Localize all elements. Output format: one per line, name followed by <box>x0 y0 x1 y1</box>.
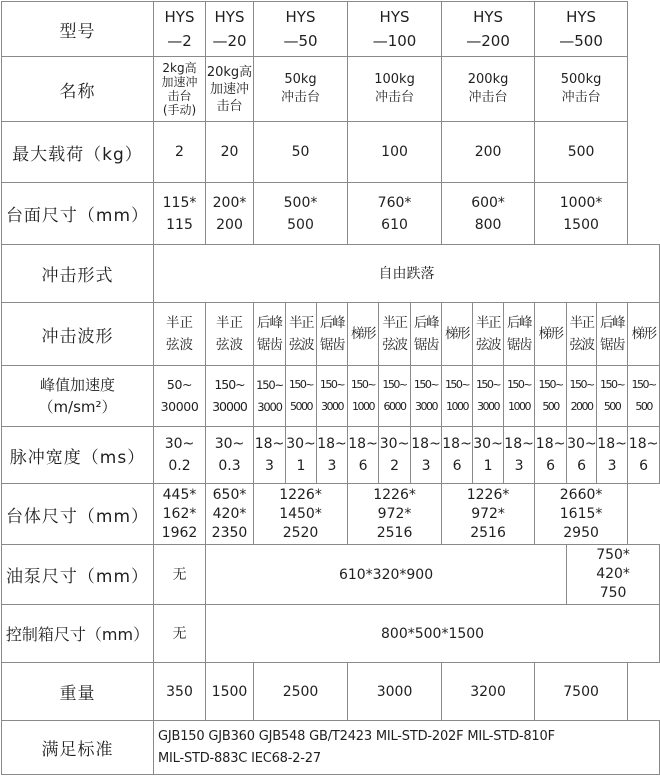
pulse-width-cell: 30~ 0.2 <box>154 427 206 484</box>
waveform-cell: 梯形 <box>535 303 567 366</box>
pulse-width-cell: 30~ 2 <box>379 427 411 484</box>
pump-size-shared-cell: 610*320*900 <box>206 545 567 605</box>
pulse-width-cell: 18~ 6 <box>535 427 567 484</box>
peak-accel-cell: 50~ 30000 <box>154 366 206 427</box>
weight-cell: 7500 <box>535 663 628 721</box>
pulse-width-cell: 30~ 0.3 <box>206 427 254 484</box>
waveform-header: 冲击波形 <box>2 303 154 366</box>
row-shock-form <box>2 245 660 303</box>
body-size-cell: 1226* 1450* 2520 <box>254 484 348 545</box>
weight-cell: 3200 <box>442 663 535 721</box>
pulse-width-cell: 18~ 3 <box>597 427 628 484</box>
weight-cell: 2500 <box>254 663 348 721</box>
name-cell: 20kg高 加速冲 击台 <box>206 57 254 122</box>
peak-accel-cell: 150~ 500 <box>535 366 567 427</box>
control-box-header: 控制箱尺寸（mm） <box>2 605 154 663</box>
table-size-cell: 600* 800 <box>442 183 535 245</box>
pulse-width-cell: 18~ 6 <box>442 427 473 484</box>
model-cell: HYS —100 <box>348 2 442 57</box>
row-standards <box>2 721 660 775</box>
waveform-cell: 半正 弦波 <box>473 303 504 366</box>
name-header: 名称 <box>2 57 154 122</box>
name-cell: 200kg 冲击台 <box>442 57 535 122</box>
peak-accel-cell: 150~ 30000 <box>206 366 254 427</box>
waveform-cell: 半正 弦波 <box>286 303 317 366</box>
waveform-cell: 半正 弦波 <box>567 303 597 366</box>
waveform-cell: 半正 弦波 <box>379 303 411 366</box>
waveform-cell: 梯形 <box>348 303 379 366</box>
control-box-none-cell: 无 <box>154 605 206 663</box>
peak-accel-header: 峰值加速度 （m/sm²） <box>2 366 154 427</box>
body-size-cell: 1226* 972* 2516 <box>348 484 442 545</box>
row-name <box>2 57 660 122</box>
peak-accel-cell: 150~ 500 <box>628 366 660 427</box>
weight-cell: 1500 <box>206 663 254 721</box>
spec-table <box>1 1 660 775</box>
row-body-size <box>2 484 660 545</box>
waveform-cell: 后峰 锯齿 <box>597 303 628 366</box>
name-cell: 100kg 冲击台 <box>348 57 442 122</box>
pulse-width-cell: 18~ 6 <box>348 427 379 484</box>
pulse-width-header: 脉冲宽度（ms） <box>2 427 154 484</box>
table-size-cell: 115* 115 <box>154 183 206 245</box>
max-load-cell: 2 <box>154 122 206 183</box>
peak-accel-cell: 150~ 3000 <box>317 366 348 427</box>
table-size-header: 台面尺寸（mm） <box>2 183 154 245</box>
row-pump-size <box>2 545 660 605</box>
model-cell: HYS —500 <box>535 2 628 57</box>
table-size-cell: 500* 500 <box>254 183 348 245</box>
body-size-cell: 650* 420* 2350 <box>206 484 254 545</box>
shock-form-cell: 自由跌落 <box>154 245 660 303</box>
waveform-cell: 后峰 锯齿 <box>504 303 535 366</box>
peak-accel-cell: 150~ 3000 <box>254 366 286 427</box>
pulse-width-cell: 18~ 3 <box>254 427 286 484</box>
body-size-cell: 1226* 972* 2516 <box>442 484 535 545</box>
pulse-width-cell: 30~ 1 <box>473 427 504 484</box>
model-cell: HYS —2 <box>154 2 206 57</box>
row-model <box>2 2 660 57</box>
row-peak-accel <box>2 366 660 427</box>
row-weight <box>2 663 660 721</box>
max-load-header: 最大载荷（kg） <box>2 122 154 183</box>
waveform-cell: 半正 弦波 <box>154 303 206 366</box>
control-box-size-cell: 800*500*1500 <box>206 605 660 663</box>
waveform-cell: 后峰 锯齿 <box>411 303 442 366</box>
waveform-cell: 后峰 锯齿 <box>254 303 286 366</box>
weight-header: 重量 <box>2 663 154 721</box>
pulse-width-cell: 18~ 3 <box>411 427 442 484</box>
peak-accel-cell: 150~ 6000 <box>379 366 411 427</box>
pump-size-500-cell: 750* 420* 750 <box>567 545 660 605</box>
row-waveform <box>2 303 660 366</box>
peak-accel-cell: 150~ 500 <box>597 366 628 427</box>
row-control-box <box>2 605 660 663</box>
max-load-cell: 500 <box>535 122 628 183</box>
peak-accel-cell: 150~ 3000 <box>473 366 504 427</box>
max-load-cell: 20 <box>206 122 254 183</box>
name-cell: 50kg 冲击台 <box>254 57 348 122</box>
pump-size-none-cell: 无 <box>154 545 206 605</box>
peak-accel-cell: 150~ 5000 <box>286 366 317 427</box>
table-size-cell: 760* 610 <box>348 183 442 245</box>
standards-header: 满足标准 <box>2 721 154 775</box>
waveform-cell: 半正 弦波 <box>206 303 254 366</box>
model-cell: HYS —200 <box>442 2 535 57</box>
row-max-load <box>2 122 660 183</box>
peak-accel-cell: 150~ 1000 <box>504 366 535 427</box>
body-size-header: 台体尺寸（mm） <box>2 484 154 545</box>
row-table-size <box>2 183 660 245</box>
peak-accel-cell: 150~ 1000 <box>442 366 473 427</box>
standards-cell: GJB150 GJB360 GJB548 GB/T2423 MIL-STD-202F MIL-STD-810F MIL-STD-883C IEC68-2-27 <box>154 721 660 775</box>
peak-accel-cell: 150~ 3000 <box>411 366 442 427</box>
weight-cell: 3000 <box>348 663 442 721</box>
waveform-cell: 梯形 <box>628 303 660 366</box>
row-pulse-width <box>2 427 660 484</box>
pulse-width-cell: 30~ 1 <box>286 427 317 484</box>
pulse-width-cell: 18~ 3 <box>317 427 348 484</box>
waveform-cell: 梯形 <box>442 303 473 366</box>
waveform-cell: 后峰 锯齿 <box>317 303 348 366</box>
max-load-cell: 100 <box>348 122 442 183</box>
max-load-cell: 50 <box>254 122 348 183</box>
body-size-cell: 445* 162* 1962 <box>154 484 206 545</box>
table-size-cell: 200* 200 <box>206 183 254 245</box>
weight-cell: 350 <box>154 663 206 721</box>
table-size-cell: 1000* 1500 <box>535 183 628 245</box>
max-load-cell: 200 <box>442 122 535 183</box>
name-cell: 2kg高 加速冲 击台 (手动) <box>154 57 206 122</box>
pulse-width-cell: 18~ 6 <box>628 427 660 484</box>
pulse-width-cell: 30~ 6 <box>567 427 597 484</box>
peak-accel-cell: 150~ 1000 <box>348 366 379 427</box>
name-cell: 500kg 冲击台 <box>535 57 628 122</box>
model-cell: HYS —50 <box>254 2 348 57</box>
body-size-cell: 2660* 1615* 2950 <box>535 484 628 545</box>
model-cell: HYS —20 <box>206 2 254 57</box>
model-header: 型号 <box>2 2 154 57</box>
peak-accel-cell: 150~ 2000 <box>567 366 597 427</box>
pump-size-header: 油泵尺寸（mm） <box>2 545 154 605</box>
shock-form-header: 冲击形式 <box>2 245 154 303</box>
pulse-width-cell: 18~ 3 <box>504 427 535 484</box>
